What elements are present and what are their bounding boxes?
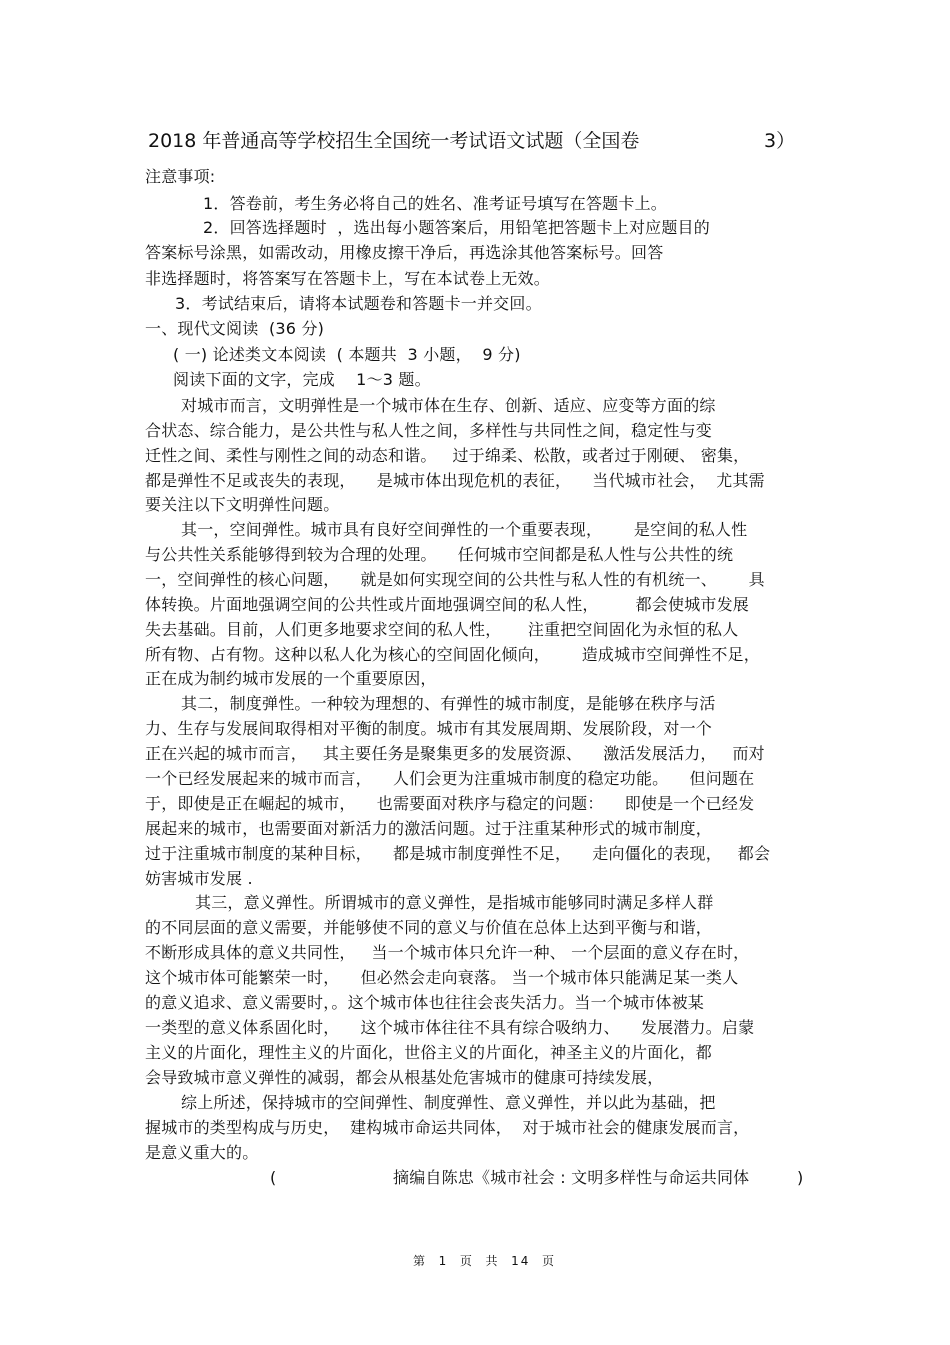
notice-item-2-line-1: 2．回答选择题时 ，选出每小题答案后，用铅笔把答题卡上对应题目的 <box>203 218 710 237</box>
passage-line: 其一，空间弹性。城市具有良好空间弹性的一个重要表现， 是空间的私人性 <box>181 520 748 539</box>
subsection-heading: ( 一) 论述类文本阅读 ( 本题共 3 小题， 9 分) <box>173 345 521 364</box>
notice-item-2-line-3: 非选择题时，将答案写在答题卡上，写在本试卷上无效。 <box>145 269 551 288</box>
passage-line: 迁性之间、柔性与刚性之间的动态和谐。 过于绵柔、松散，或者过于刚硬、 密集， <box>145 446 750 465</box>
passage-line: 于，即使是正在崛起的城市， 也需要面对秩序与稳定的问题： 即使是一个已经发 <box>145 794 755 813</box>
passage-line: 过于注重城市制度的某种目标， 都是城市制度弹性不足， 走向僵化的表现， 都会 <box>145 844 771 863</box>
passage-line: 都是弹性不足或丧失的表现， 是城市体出现危机的表征， 当代城市社会， 尤其需 <box>145 471 765 490</box>
passage-line: 会导致城市意义弹性的减弱，都会从根基处危害城市的健康可持续发展， <box>145 1068 664 1087</box>
passage-line: 所有物、占有物。这种以私人化为核心的空间固化倾向， 造成城市空间弹性不足， <box>145 645 760 664</box>
passage-line: 综上所述，保持城市的空间弹性、制度弹性、意义弹性，并以此为基础，把 <box>181 1093 716 1112</box>
passage-line: 一，空间弹性的核心问题， 就是如何实现空间的公共性与私人性的有机统一、 具 <box>145 570 765 589</box>
source-close-paren: ) <box>797 1168 804 1187</box>
passage-line: 正在兴起的城市而言， 其主要任务是聚集更多的发展资源、 激活发展活力， 而对 <box>145 744 765 763</box>
passage-line: 正在成为制约城市发展的一个重要原因， <box>145 669 437 688</box>
notice-item-2-line-2: 答案标号涂黑，如需改动，用橡皮擦干净后，再选涂其他答案标号。回答 <box>145 243 664 262</box>
notice-heading: 注意事项: <box>145 167 216 186</box>
passage-line: 其三，意义弹性。所谓城市的意义弹性，是指城市能够同时满足多样人群 <box>195 893 714 912</box>
passage-line: 主义的片面化，理性主义的片面化，世俗主义的片面化，神圣主义的片面化，都 <box>145 1043 713 1062</box>
page-footer: 第 1 页 共 14 页 <box>413 1254 557 1268</box>
passage-line: 妨害城市发展 . <box>145 869 253 888</box>
passage-line: 要关注以下文明弹性问题。 <box>145 495 340 514</box>
passage-line: 握城市的类型构成与历史， 建构城市命运共同体， 对于城市社会的健康发展而言， <box>145 1118 750 1137</box>
notice-item-1: 1．答卷前，考生务必将自己的姓名、准考证号填写在答题卡上。 <box>203 194 667 213</box>
passage-line: 这个城市体可能繁荣一时， 但必然会走向衰落。 当一个城市体只能满足某一类人 <box>145 968 739 987</box>
source-open-paren: ( <box>270 1168 277 1187</box>
section-heading: 一、现代文阅读 (36 分) <box>145 319 325 338</box>
passage-line: 体转换。片面地强调空间的公共性或片面地强调空间的私人性， 都会使城市发展 <box>145 595 750 614</box>
passage-line: 的意义追求、意义需要时，。这个城市体也往往会丧失活力。当一个城市体被某 <box>145 993 705 1012</box>
passage-line: 是意义重大的。 <box>145 1143 259 1162</box>
exam-title: 2018 年普通高等学校招生全国统一考试语文试题（全国卷 <box>148 130 640 152</box>
passage-line: 的不同层面的意义需要，并能够使不同的意义与价值在总体上达到平衡与和谐， <box>145 918 713 937</box>
passage-line: 失去基础。目前，人们更多地要求空间的私人性， 注重把空间固化为永恒的私人 <box>145 620 739 639</box>
passage-line: 一个已经发展起来的城市而言， 人们会更为注重城市制度的稳定功能。 但问题在 <box>145 769 755 788</box>
passage-line: 不断形成具体的意义共同性， 当一个城市体只允许一种、 一个层面的意义存在时， <box>145 943 750 962</box>
source-citation: 摘编自陈忠《城市社会 : 文明多样性与命运共同体 <box>393 1168 750 1187</box>
notice-item-3: 3．考试结束后，请将本试题卷和答题卡一并交回。 <box>175 294 542 313</box>
passage-line: 一类型的意义体系固化时， 这个城市体往往不具有综合吸纳力、 发展潜力。启蒙 <box>145 1018 755 1037</box>
passage-line: 对城市而言，文明弹性是一个城市体在生存、创新、适应、应变等方面的综 <box>181 396 716 415</box>
passage-line: 与公共性关系能够得到较为合理的处理。 任何城市空间都是私人性与公共性的统 <box>145 545 734 564</box>
passage-line: 展起来的城市，也需要面对新活力的激活问题。过于注重某种形式的城市制度， <box>145 819 713 838</box>
passage-line: 其二，制度弹性。一种较为理想的、有弹性的城市制度，是能够在秩序与活 <box>181 694 716 713</box>
reading-instruction: 阅读下面的文字，完成 1～3 题。 <box>173 370 431 389</box>
passage-line: 合状态、综合能力，是公共性与私人性之间，多样性与共同性之间，稳定性与变 <box>145 421 713 440</box>
passage-line: 力、生存与发展间取得相对平衡的制度。城市有其发展周期、发展阶段，对一个 <box>145 719 713 738</box>
exam-title-number: 3） <box>764 130 796 152</box>
